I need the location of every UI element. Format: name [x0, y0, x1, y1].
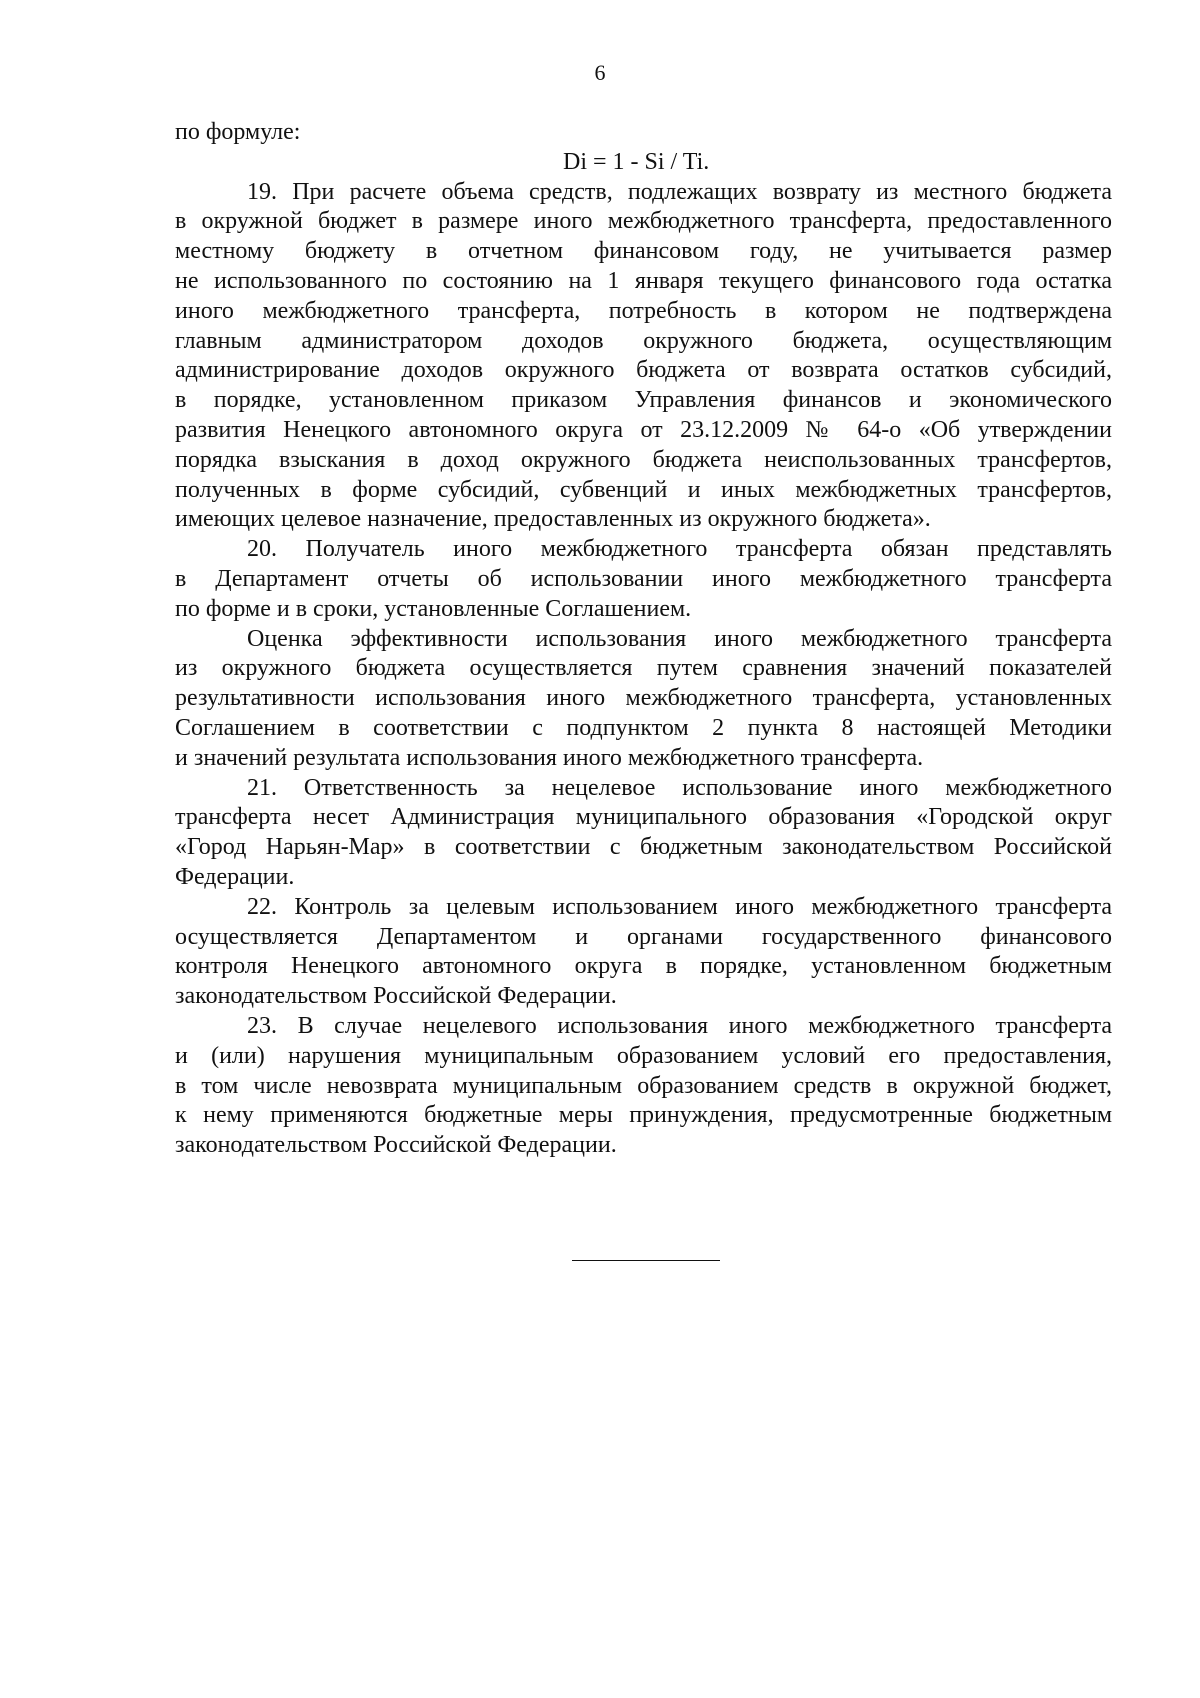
paragraph-line: контроля Ненецкого автономного округа в порядке, установленном бюджетным — [175, 953, 1112, 980]
paragraph-line: 22. Контроль за целевым использованием иного межбюджетного трансферта — [247, 893, 1112, 920]
document-body — [175, 118, 1112, 1161]
paragraph — [175, 535, 1112, 624]
paragraph-line: Оценка эффективности использования иного межбюджетного трансферта — [247, 625, 1112, 652]
paragraph-line: главным администратором доходов окружного бюджета, осуществляющим — [175, 327, 1112, 354]
paragraph-line: трансферта несет Администрация муниципального образования «Городской округ — [175, 804, 1112, 831]
paragraph-line: осуществляется Департаментом и органами государственного финансового — [175, 923, 1112, 950]
paragraph-line: из окружного бюджета осуществляется путем сравнения значений показателей — [175, 655, 1112, 682]
paragraph-line: имеющих целевое назначение, предоставленных из окружного бюджета». — [175, 506, 931, 533]
paragraph-line: порядка взыскания в доход окружного бюджета неиспользованных трансфертов, — [175, 446, 1112, 473]
paragraph-line: Федерации. — [175, 863, 295, 890]
paragraph-line: 23. В случае нецелевого использования иного межбюджетного трансферта — [247, 1012, 1112, 1039]
paragraph — [175, 774, 1112, 893]
paragraph-line: развития Ненецкого автономного округа от 23.12.2009 № 64-о «Об утверждении — [175, 416, 1112, 443]
paragraph-line: в том числе невозврата муниципальным образованием средств в окружной бюджет, — [175, 1072, 1112, 1099]
paragraph — [175, 1012, 1112, 1161]
paragraph-line: не использованного по состоянию на 1 января текущего финансового года остатка — [175, 267, 1112, 294]
paragraph-line: в порядке, установленном приказом Управления финансов и экономического — [175, 387, 1112, 414]
paragraph-line: по форме и в сроки, установленные Соглашением. — [175, 595, 692, 622]
end-divider — [572, 1260, 720, 1261]
paragraph-line: 21. Ответственность за нецелевое использование иного межбюджетного — [247, 774, 1112, 801]
paragraph-line: результативности использования иного межбюджетного трансферта, установленных — [175, 685, 1112, 712]
paragraph-line: и (или) нарушения муниципальным образованием условий его предоставления, — [175, 1042, 1112, 1069]
formula: Di = 1 - Si / Ti. — [563, 148, 710, 175]
paragraph — [175, 893, 1112, 1012]
paragraph-line: иного межбюджетного трансферта, потребность в котором не подтверждена — [175, 297, 1112, 324]
paragraph-line: законодательством Российской Федерации. — [175, 1132, 617, 1159]
paragraph-line: законодательством Российской Федерации. — [175, 983, 617, 1010]
paragraph — [175, 178, 1112, 536]
page-number: 6 — [594, 60, 606, 85]
paragraph-line: к нему применяются бюджетные меры принуждения, предусмотренные бюджетным — [175, 1102, 1112, 1129]
paragraph-line: в Департамент отчеты об использовании иного межбюджетного трансферта — [175, 565, 1112, 592]
paragraph-line: и значений результата использования иного межбюджетного трансферта. — [175, 744, 924, 771]
intro-line: по формуле: — [175, 119, 301, 145]
paragraph-line: «Город Нарьян-Мар» в соответствии с бюджетным законодательством Российской — [175, 834, 1112, 861]
paragraph-line: 19. При расчете объема средств, подлежащих возврату из местного бюджета — [247, 178, 1112, 205]
paragraph — [175, 625, 1112, 774]
paragraph-line: местному бюджету в отчетном финансовом году, не учитывается размер — [175, 238, 1112, 265]
paragraph-line: в окружной бюджет в размере иного межбюджетного трансферта, предоставленного — [175, 208, 1112, 235]
paragraph-line: администрирование доходов окружного бюджета от возврата остатков субсидий, — [175, 357, 1112, 384]
paragraph-line: Соглашением в соответствии с подпунктом 2 пункта 8 настоящей Методики — [175, 714, 1112, 741]
paragraph-line: полученных в форме субсидий, субвенций и иных межбюджетных трансфертов, — [175, 476, 1112, 503]
paragraphs-container — [175, 178, 1112, 1161]
paragraph-line: 20. Получатель иного межбюджетного трансферта обязан представлять — [247, 536, 1112, 563]
